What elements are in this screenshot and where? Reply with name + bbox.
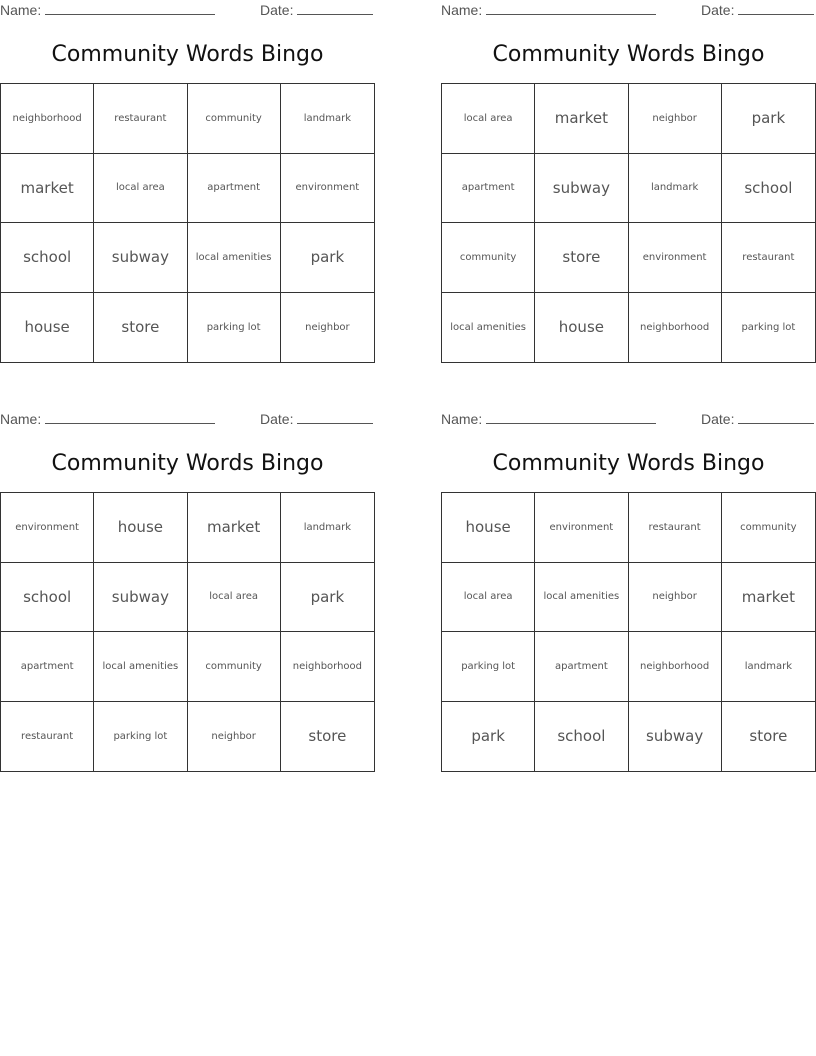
bingo-cell: house: [535, 293, 628, 363]
bingo-cell: neighborhood: [281, 632, 374, 702]
bingo-cell: subway: [535, 154, 628, 224]
bingo-grid: [441, 492, 816, 772]
name-field: [0, 411, 215, 427]
bingo-grid: [0, 492, 375, 772]
bingo-cell: neighborhood: [629, 632, 722, 702]
bingo-cell: restaurant: [629, 493, 722, 563]
bingo-cell: restaurant: [1, 702, 94, 772]
bingo-cell: local area: [94, 154, 187, 224]
bingo-cell: parking lot: [188, 293, 281, 363]
bingo-cell: market: [1, 154, 94, 224]
bingo-cell: apartment: [535, 632, 628, 702]
bingo-cell: environment: [629, 223, 722, 293]
name-blank: [45, 411, 215, 424]
bingo-cell: neighbor: [188, 702, 281, 772]
card-title: Community Words Bingo: [492, 451, 765, 476]
bingo-cell: parking lot: [94, 702, 187, 772]
bingo-cell: subway: [94, 563, 187, 633]
bingo-cell: apartment: [188, 154, 281, 224]
bingo-cell: market: [535, 84, 628, 154]
bingo-card-4: [441, 409, 816, 746]
bingo-cell: market: [188, 493, 281, 563]
bingo-cell: apartment: [1, 632, 94, 702]
bingo-cell: community: [722, 493, 815, 563]
bingo-cell: local amenities: [442, 293, 535, 363]
bingo-cell: community: [442, 223, 535, 293]
bingo-cell: neighbor: [629, 563, 722, 633]
date-blank: [297, 2, 373, 15]
date-field: [701, 411, 814, 427]
bingo-cell: landmark: [281, 493, 374, 563]
bingo-cell: local area: [442, 84, 535, 154]
name-blank: [486, 2, 656, 15]
date-label: Date:: [701, 411, 735, 427]
card-title: Community Words Bingo: [51, 42, 324, 67]
bingo-cell: park: [281, 563, 374, 633]
bingo-cell: park: [281, 223, 374, 293]
bingo-cell: subway: [94, 223, 187, 293]
bingo-cell: neighbor: [629, 84, 722, 154]
bingo-cell: community: [188, 632, 281, 702]
name-field: [441, 411, 656, 427]
card-title: Community Words Bingo: [51, 451, 324, 476]
bingo-cell: store: [94, 293, 187, 363]
bingo-cell: restaurant: [722, 223, 815, 293]
bingo-cell: neighbor: [305, 321, 350, 333]
bingo-cell: landmark: [722, 632, 815, 702]
bingo-cell: landmark: [281, 84, 374, 154]
card-header: [441, 409, 816, 431]
bingo-cell: school: [535, 702, 628, 772]
name-field: [0, 2, 215, 18]
bingo-cell: local amenities: [94, 632, 187, 702]
bingo-cell: store: [535, 223, 628, 293]
name-label: Name:: [441, 411, 483, 427]
bingo-cell: local amenities: [188, 223, 281, 293]
bingo-cell: house: [94, 493, 187, 563]
bingo-cell: local area: [442, 563, 535, 633]
bingo-cell: market: [722, 563, 815, 633]
bingo-card-2: [441, 0, 816, 337]
bingo-cell: store: [308, 727, 347, 746]
name-label: Name:: [0, 2, 42, 18]
bingo-cell: park: [722, 84, 815, 154]
name-label: Name:: [0, 411, 42, 427]
date-field: [260, 411, 373, 427]
bingo-cell: subway: [629, 702, 722, 772]
name-label: Name:: [441, 2, 483, 18]
bingo-cell: school: [1, 563, 94, 633]
date-label: Date:: [260, 411, 294, 427]
date-field: [701, 2, 814, 18]
name-field: [441, 2, 656, 18]
bingo-cell: local area: [188, 563, 281, 633]
card-title: Community Words Bingo: [492, 42, 765, 67]
date-field: [260, 2, 373, 18]
card-header: [0, 409, 375, 431]
bingo-cell: school: [1, 223, 94, 293]
bingo-cell: park: [442, 702, 535, 772]
bingo-cell: environment: [535, 493, 628, 563]
date-blank: [738, 2, 814, 15]
name-blank: [486, 411, 656, 424]
bingo-cell: store: [749, 727, 788, 746]
bingo-cell: school: [722, 154, 815, 224]
name-blank: [45, 2, 215, 15]
bingo-cell: neighborhood: [629, 293, 722, 363]
card-header: [441, 0, 816, 22]
bingo-card-1: [0, 0, 375, 337]
bingo-cell: apartment: [442, 154, 535, 224]
bingo-cell: local amenities: [535, 563, 628, 633]
bingo-cell: parking lot: [442, 632, 535, 702]
date-blank: [297, 411, 373, 424]
bingo-cell: parking lot: [741, 321, 796, 333]
bingo-cell: environment: [281, 154, 374, 224]
bingo-cell: landmark: [629, 154, 722, 224]
bingo-cell: house: [442, 493, 535, 563]
bingo-cell: restaurant: [94, 84, 187, 154]
date-label: Date:: [701, 2, 735, 18]
date-blank: [738, 411, 814, 424]
bingo-cell: house: [1, 293, 94, 363]
bingo-grid: [441, 83, 816, 363]
bingo-card-3: [0, 409, 375, 746]
bingo-cell: neighborhood: [1, 84, 94, 154]
bingo-cell: community: [188, 84, 281, 154]
bingo-cell: environment: [1, 493, 94, 563]
date-label: Date:: [260, 2, 294, 18]
card-header: [0, 0, 375, 22]
bingo-grid: [0, 83, 375, 363]
